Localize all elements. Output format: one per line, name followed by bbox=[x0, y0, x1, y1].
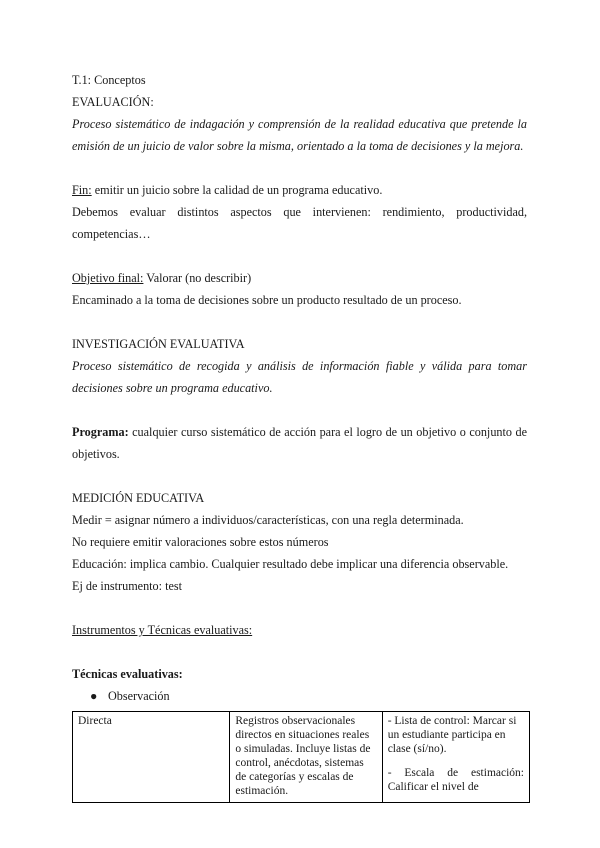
list-item-label: Observación bbox=[108, 689, 170, 703]
programa-paragraph bbox=[72, 421, 527, 465]
fin-label: Fin: bbox=[72, 183, 92, 197]
medicion-line: Ej de instrumento: test bbox=[72, 579, 183, 593]
medicion-heading: MEDICIÓN EDUCATIVA bbox=[72, 491, 205, 505]
objetivo-text: Valorar (no describir) bbox=[143, 271, 252, 285]
example-escala-estimacion: - Escala de estimación: Calificar el nivel de bbox=[387, 767, 524, 793]
medicion-line: Medir = asignar número a individuos/características, con una regla determinada. bbox=[72, 513, 464, 527]
medicion-line: No requiere emitir valoraciones sobre estos números bbox=[72, 535, 329, 549]
bullet-icon: ● bbox=[90, 689, 98, 703]
tecnicas-heading: Técnicas evaluativas: bbox=[72, 667, 183, 681]
example-lista-control: - Lista de control: Marcar si un estudiante participa en clase (sí/no). bbox=[387, 715, 517, 755]
spacer bbox=[72, 465, 527, 487]
encaminado-paragraph: Encaminado a la toma de decisiones sobre un producto resultado de un proceso. bbox=[72, 293, 462, 307]
programa-text: cualquier curso sistemático de acción para el logro de un objetivo o conjunto de objetivos. bbox=[72, 425, 527, 461]
programa-label: Programa: bbox=[72, 425, 129, 439]
techniques-table bbox=[72, 711, 530, 803]
spacer bbox=[72, 245, 527, 267]
fin-text: emitir un juicio sobre la calidad de un programa educativo. bbox=[91, 183, 383, 197]
evaluacion-heading: EVALUACIÓN: bbox=[72, 95, 154, 109]
spacer bbox=[388, 756, 524, 766]
investigacion-heading: INVESTIGACIÓN EVALUATIVA bbox=[72, 337, 245, 351]
fin-paragraph bbox=[72, 179, 527, 201]
spacer bbox=[72, 641, 527, 663]
list-item bbox=[72, 685, 527, 707]
tecnicas-list bbox=[72, 685, 527, 707]
medicion-line: Educación: implica cambio. Cualquier resultado debe implicar una diferencia observable. bbox=[72, 557, 509, 571]
investigacion-definition: Proceso sistemático de recogida y análisis de información fiable y válida para tomar decisiones sobre un programa educativo. bbox=[72, 359, 527, 395]
spacer bbox=[72, 399, 527, 421]
cell-text: Directa bbox=[78, 715, 112, 727]
document-content bbox=[72, 69, 527, 803]
section-title: T.1: Conceptos bbox=[72, 73, 146, 87]
spacer bbox=[72, 597, 527, 619]
cell-text: Registros observacionales directos en situaciones reales o simuladas. Incluye listas de control, anécdotas, sistemas de categorías y escalas de estimación. bbox=[235, 715, 371, 797]
objetivo-label: Objetivo final: bbox=[72, 271, 144, 285]
table-row bbox=[73, 712, 530, 803]
table-cell-description bbox=[230, 712, 382, 803]
objetivo-paragraph bbox=[72, 267, 527, 289]
instrumentos-heading: Instrumentos y Técnicas evaluativas: bbox=[72, 623, 253, 637]
aspects-paragraph: Debemos evaluar distintos aspectos que intervienen: rendimiento, productividad, competencias… bbox=[72, 205, 527, 241]
table-cell-type bbox=[73, 712, 230, 803]
spacer bbox=[72, 157, 527, 179]
table-cell-examples bbox=[382, 712, 529, 803]
evaluacion-definition: Proceso sistemático de indagación y comprensión de la realidad educativa que pretende la emisión de un juicio de valor sobre la misma, orientado a la toma de decisiones y la mejora. bbox=[72, 117, 527, 153]
spacer bbox=[72, 311, 527, 333]
